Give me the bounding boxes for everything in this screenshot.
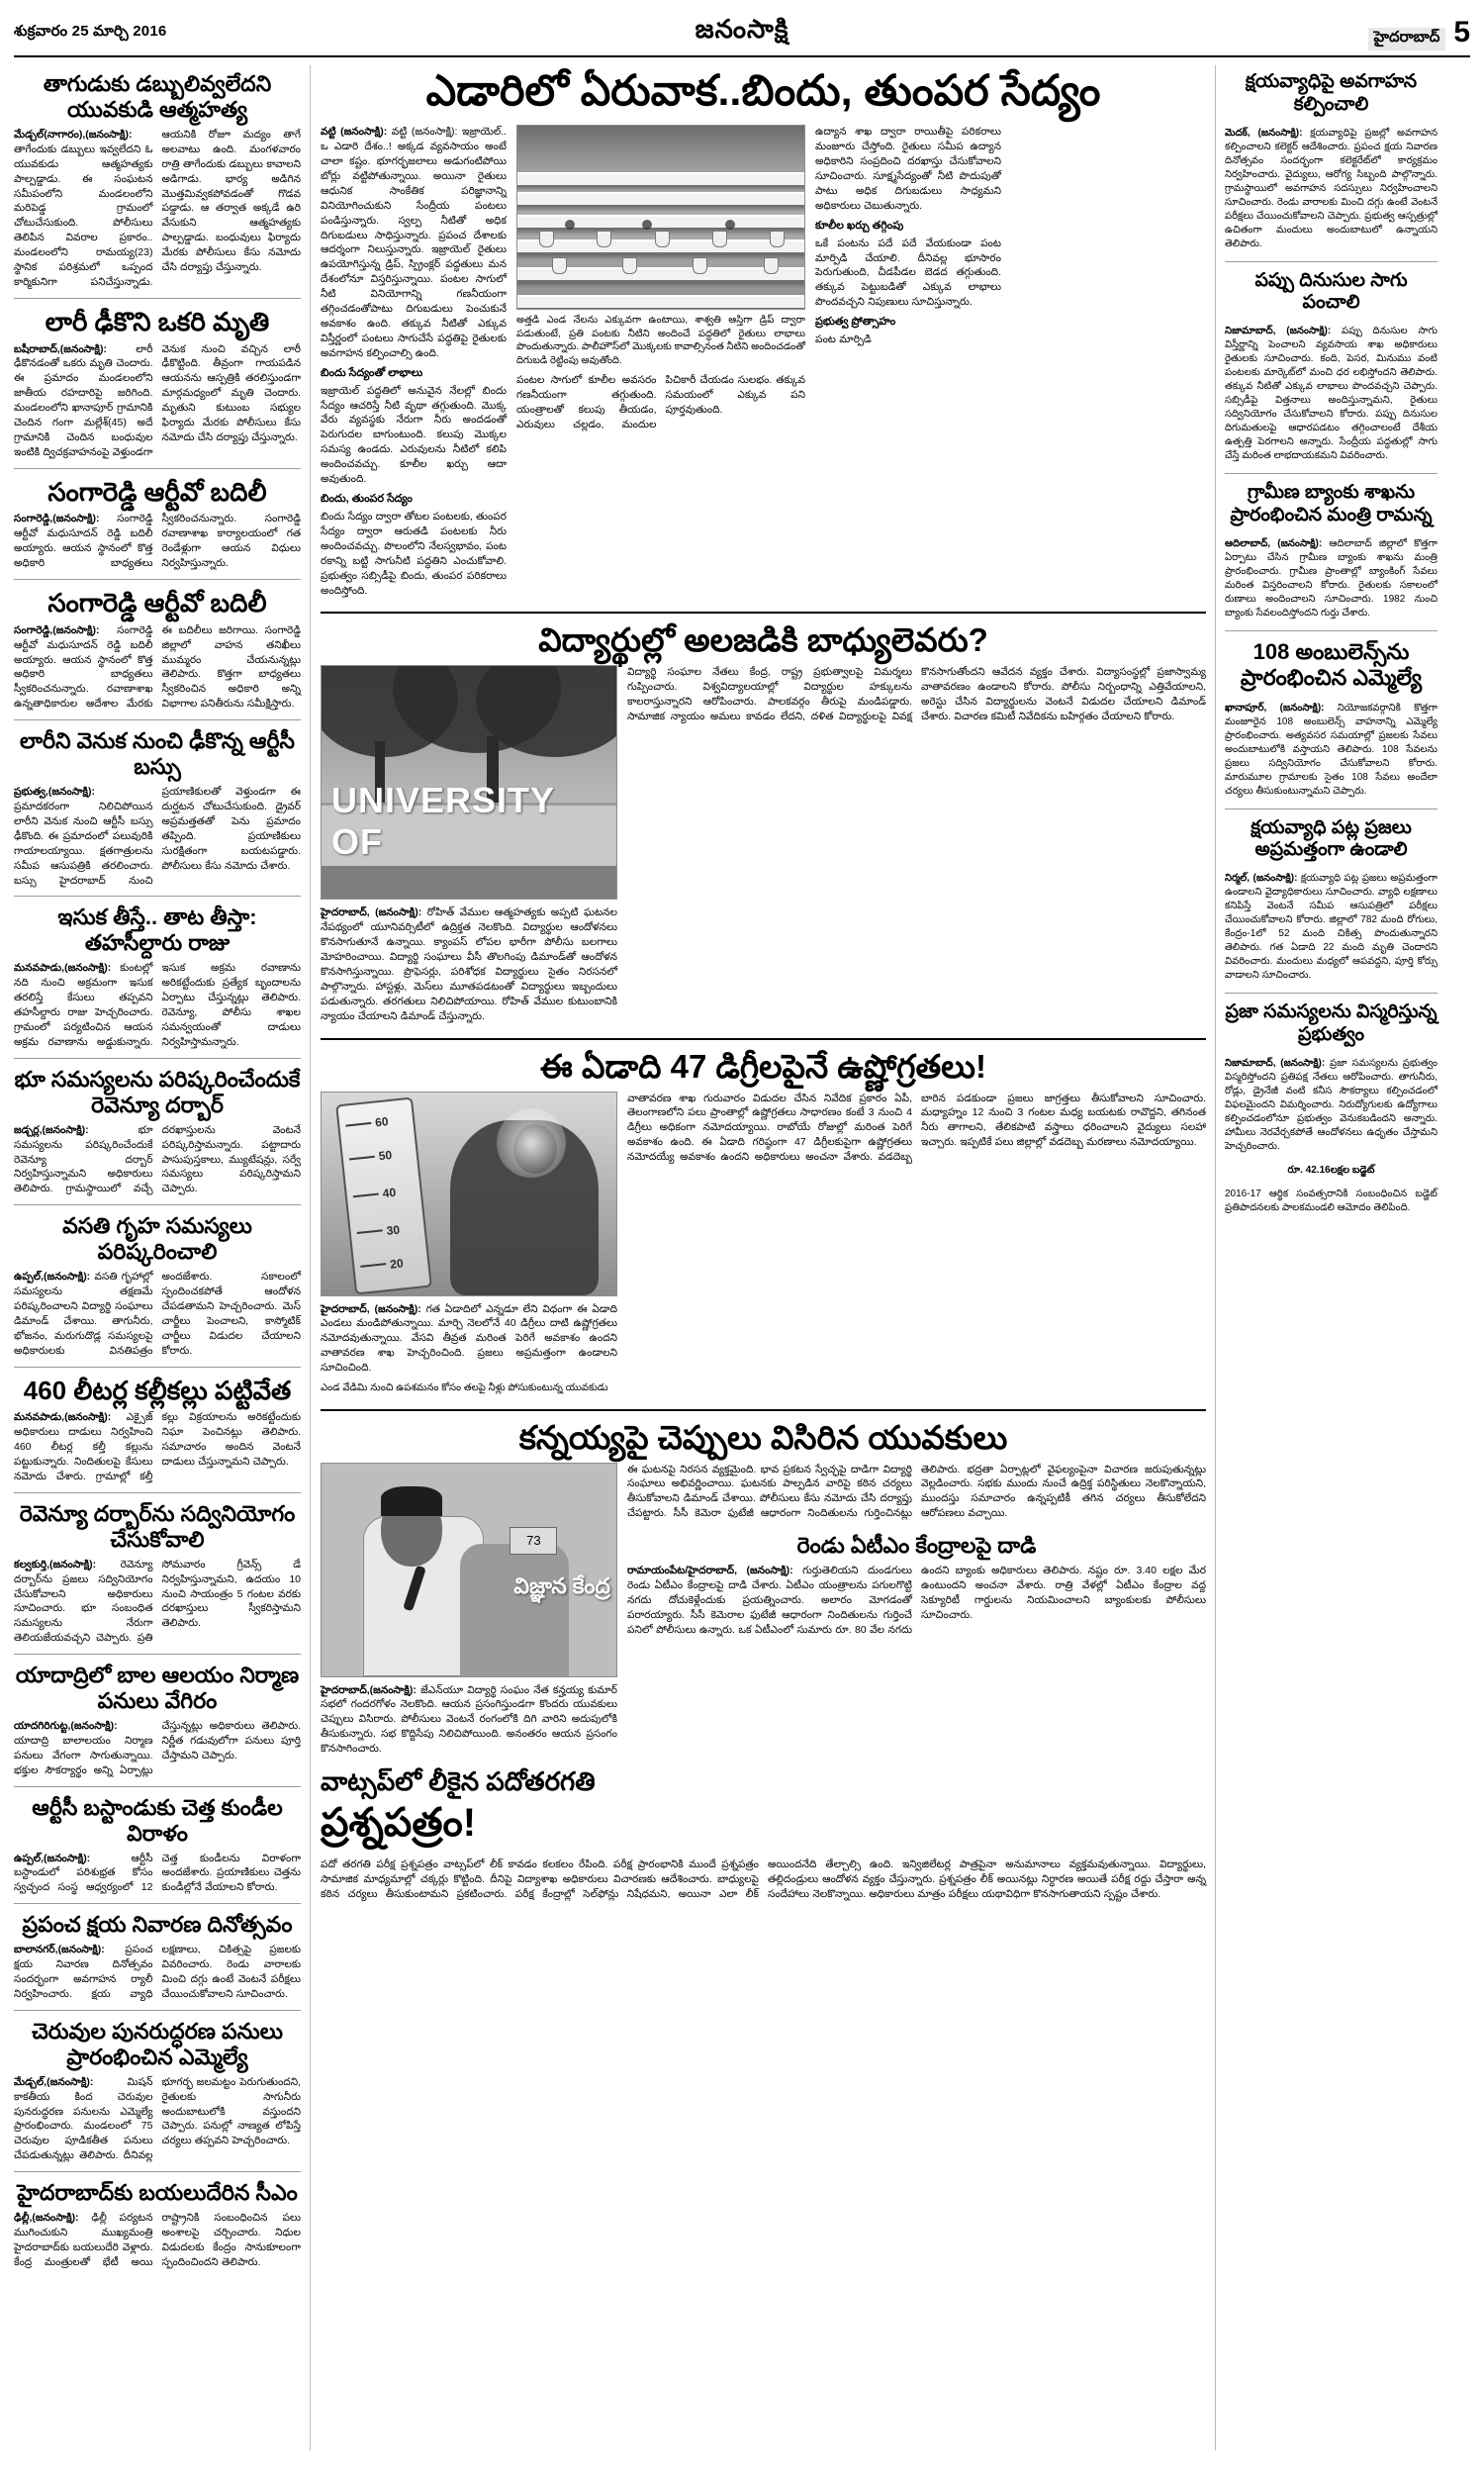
thermo-tick <box>360 1263 386 1268</box>
divider <box>1225 630 1438 631</box>
brief-headline: యాదాద్రిలో బాల ఆలయం నిర్మాణ పనులు వేగిరం <box>15 1663 300 1714</box>
brief-12 <box>14 1912 301 2002</box>
heat-body-right: వాతావరణ శాఖ గురువారం విడుదల చేసిన నివేదిక ప్రకారం ఏపీ, తెలంగాణలోని పలు ప్రాంతాల్లో ఉష్ణోగ్రతలు సాధారణం కంటే 3 నుంచి 4 డిగ్రీలు అధికంగా నమోదయ్యాయి. రాబోయే రోజుల్లో మరింత పెరిగే అవకాశం ఉంది. ఈ ఏడాది గరిష్ఠంగా 47 డిగ్రీలకుపైగా ఉష్ణోగ్రతలు నమోదయ్యే అవకాశం ఉందని అధికారులు అంచనా వేశారు. వడదెబ్బ బారిన పడకుండా ప్రజలు జాగ్రత్తలు తీసుకోవాలని సూచించారు. మధ్యాహ్నం 12 నుంచి 3 గంటల మధ్య బయటకు రావొద్దని, తగినంత నీరు తాగాలని, తేలికపాటి వస్త్రాలు ధరించాలని వైద్యులు సలహా ఇచ్చారు. ఇప్పటికే పలు జిల్లాల్లో వడదెబ్బ మరణాలు నమోదయ్యాయి. <box>627 1092 1206 1164</box>
brief-body <box>14 1410 301 1484</box>
heat-dateline: హైదరాబాద్, (జనంసాక్షి): <box>321 1302 421 1315</box>
brief-body <box>14 1123 301 1197</box>
right-brief-1 <box>1225 270 1438 464</box>
right-footer-text: 2016-17 ఆర్థిక సంవత్సరానికి సంబంధించిన బడ్జెట్ ప్రతిపాదనలకు పాలకమండలి ఆమోదం తెలిపింది. <box>1225 1188 1438 1213</box>
brief-body <box>14 128 301 290</box>
dateline: జడ్చర్ల, <box>14 1123 43 1136</box>
plant <box>565 220 575 230</box>
brief-headline: ఆర్టీసీ బస్టాండుకు చెత్త కుండీల విరాళం <box>32 1794 283 1846</box>
photo-youth-with-mic <box>321 1463 617 1677</box>
dateline: మనవపాడు, <box>14 1411 65 1424</box>
lead-paragraph-7: పంట మార్పిడి <box>815 333 872 346</box>
divider <box>14 1492 301 1493</box>
page-grid <box>14 65 1470 2450</box>
brief-text: లారీ ఢీకొనడంతో ఒకరు మృతి చెందారు. ఈ ప్రమాదం మండలంలోని జాతీయ రహదారిపై జరిగింది. మండలంలోని ఖానాపూర్ గ్రామానికి చెందిన గంగా మల్లేశ్(45) అదే గ్రామానికి చెందిన బంధువుల ఇంటికి ద్విచక్రవాహనంపై వెళ్తుండగా వెనుక నుంచి వచ్చిన లారీ ఢీకొట్టింది. తీవ్రంగా గాయపడిన ఆయనను ఆస్పత్రికి తరలిస్తుండగా మార్గమధ్యంలో మృతి చెందారు. మృతుని కుటుంబ సభ్యుల ఫిర్యాదు మేరకు పోలీసులు కేసు నమోదు చేసి దర్యాప్తు చేస్తున్నారు. <box>14 342 301 458</box>
plant-pot <box>693 257 707 274</box>
lead-subhead-3: కూలీల ఖర్చు తగ్గింపు <box>815 219 904 232</box>
thermo-tick <box>349 1155 375 1160</box>
brief-7 <box>14 1213 301 1358</box>
youth-body-right: ఈ ఘటనపై నిరసన వ్యక్తమైంది. భావ ప్రకటన స్వేచ్ఛపై దాడిగా విద్యార్థి సంఘాలు అభివర్ణించాయి. ఘటనకు పాల్పడిన వారిపై కఠిన చర్యలు తీసుకోవాలని డిమాండ్ చేశాయి. పోలీసులు కేసు నమోదు చేసి దర్యాప్తు చేపట్టారు. సీసీ కెమెరా ఫుటేజీ ఆధారంగా నిందితులను గుర్తించినట్లు తెలిపారు. భద్రతా ఏర్పాట్లలో వైఫల్యంపైనా విచారణ జరుపుతున్నట్లు వెల్లడించారు. సభకు ముందు నుంచే ఉద్రిక్త పరిస్థితులు నెలకొన్నాయని, ముందస్తు సమాచారం ఉన్నప్పటికీ తగిన చర్యలు తీసుకోలేదని ఆరోపణలు వచ్చాయి. <box>627 1463 1206 1520</box>
lead-dateline: వట్టి (జనంసాక్షి): <box>321 126 388 139</box>
dateline: మేడ్చల్(నాగారం), <box>14 128 86 141</box>
lead-paragraph-1 <box>321 125 507 361</box>
divider <box>14 1786 301 1787</box>
masthead-city: హైదరాబాద్ <box>1368 28 1446 50</box>
lead-story <box>321 67 1206 604</box>
right-footer-bold: రూ. 42.16లక్షల బడ్జెట్ <box>1287 1164 1375 1176</box>
whatsapp-body: పదో తరగతి పరీక్ష ప్రశ్నపత్రం వాట్సప్‌లో లీక్ కావడం కలకలం రేపింది. పరీక్ష ప్రారంభానికి ముందే ప్రశ్నపత్రం సామాజిక మాధ్యమాల్లో చక్కర్లు కొట్టింది. దీనిపై విద్యాశాఖ అధికారులు విచారణకు ఆదేశించారు. బాధ్యులపై కఠిన చర్యలు తీసుకుంటామని ప్రకటించారు. పరీక్ష కేంద్రాల్లో సెల్‌ఫోన్లు నిషేధమని, అయినా ఎలా లీక్ అయిందనేది తేల్చాల్సి ఉంది. ఇన్విజిలేటర్ల పాత్రపైనా అనుమానాలు వ్యక్తమవుతున్నాయి. విద్యార్థులు, తల్లిదండ్రులు ఆందోళన వ్యక్తం చేస్తున్నారు. ప్రశ్నపత్రం లీక్ అయినట్లు నిర్ధారణ అయితే పరీక్ష రద్దు చేస్తారా అన్న సందేహాలు నెలకొన్నాయి. అధికారులు మాత్రం పరీక్షలు యథావిధిగా కొనసాగుతాయని స్పష్టం చేశారు. <box>321 1857 1206 1900</box>
brief-body <box>14 1719 301 1778</box>
brief-body <box>14 1943 301 2002</box>
source: (జనంసాక్షి): <box>46 2075 94 2088</box>
divider <box>14 896 301 897</box>
brief-6 <box>14 1067 301 1196</box>
brief-text: కుంటల్లో నది నుంచి అక్రమంగా ఇసుక తరలిస్తే కేసులు తప్పవని తహసీల్దారు రాజు హెచ్చరించారు. గ్రామంలో పర్యటించిన ఆయన అక్రమ రవాణాను అడ్డుకున్నారు. ఇసుక అక్రమ రవాణాను అరికట్టేందుకు ప్రత్యేక బృందాలను ఏర్పాటు చేస్తున్నట్లు తెలిపారు. రెవెన్యూ, పోలీసు శాఖల సమన్వయంతో దాడులు నిర్వహిస్తామన్నారు. <box>14 962 301 1048</box>
dateline: మేడ్చల్, <box>14 2075 47 2088</box>
youth-left-text: జేఎన్‌యూ విద్యార్థి సంఘం నేత కన్హయ్య కుమార్ సభలో గందరగోళం నెలకొంది. ఆయన ప్రసంగిస్తుండగా కొందరు యువకులు చెప్పులు విసిరారు. పోలీసులు వెంటనే రంగంలోకి దిగి వారిని అదుపులోకి తీసుకున్నారు. సభ కొద్దిసేపు నిలిచిపోయింది. అనంతరం ఆయన ప్రసంగం కొనసాగించారు. <box>321 1683 617 1756</box>
brief-headline: ఇసుక తీస్తే.. తాట తీస్తా: తహసీల్దారు రాజు <box>57 904 257 956</box>
whatsapp-headline-line2: ప్రశ్నపత్రం! <box>321 1800 477 1845</box>
lead-p1-text: వట్టి (జనంసాక్షి): ఇజ్రాయెల్.. ఒ ఎడారి దేశం..! అక్కడ వ్యవసాయం అంటే చాలా కష్టం. భూగర్భజలాలు అడుగంటిపోయి బోర్లు వట్టిపోతున్నాయి. అయినా రైతులు ఆధునిక సాంకేతిక పరిజ్ఞానాన్ని వినియోగించుకుని సేంద్రీయ పంటలు పండిస్తున్నారు. స్వల్ప నీటితో అధిక దిగుబడులు సాధిస్తున్నారు. ప్రపంచ దేశాలకు ఆదర్శంగా నిలుస్తున్నారు. ఇజ్రాయెల్ రైతులు ఉపయోగిస్తున్న డ్రిప్, స్ప్రింక్లర్ పద్ధతులు మన దేశంలోనూ విస్తరిస్తున్నాయి. పంటల సాగులో నీటి వినియోగాన్ని గణనీయంగా తగ్గించడంతోపాటు దిగుబడులు పెంచుకునే అవకాశం ఉంది. తక్కువ నీటితో ఎక్కువ విస్తీర్ణంలో పంటలు సాగుచేసే పద్ధతిపై రైతులకు అవగాహన కల్పించాల్సి ఉంది. <box>321 126 507 359</box>
brief-text: రెవెన్యూ దర్బార్‌ను ప్రజలు సద్వినియోగం చేసుకోవాలని అధికారులు సూచించారు. భూ సంబంధిత సమస్యలను నేరుగా తెలియజేయవచ్చని చెప్పారు. ప్రతి సోమవారం గ్రీవెన్స్ డే నిర్వహిస్తున్నామని, ఉదయం 10 నుంచి సాయంత్రం 5 గంటల వరకు దరఖాస్తులు స్వీకరిస్తామని తెలిపారు. <box>14 1558 301 1645</box>
drip-row <box>516 215 805 230</box>
brief-headline: రెవెన్యూ దర్బార్‌ను సద్వినియోగం చేసుకోవాలి <box>19 1500 296 1552</box>
dateline: ఆదిలాబాద్, (జనంసాక్షి): <box>1225 537 1323 549</box>
right-body <box>1225 702 1438 799</box>
brief-11 <box>14 1795 301 1896</box>
speaker-hair <box>381 1486 442 1516</box>
right-text: పప్పు దినుసుల సాగు విస్తీర్ణాన్ని పెంచాలని వ్యవసాయ శాఖ అధికారులు రైతులకు సూచించారు. కంది, పెసర, మినుము వంటి పంటలకు మార్కెట్‌లో మంచి ధర లభిస్తోందని తెలిపారు. తక్కువ నీటితో ఎక్కువ లాభాలు పొందవచ్చని చెప్పారు. సబ్సిడీపై విత్తనాలు అందిస్తున్నామని, రైతులు సద్వినియోగం చేసుకోవాలని కోరారు. పప్పు దినుసుల దిగుమతులపై ఆధారపడటం తగ్గించాలంటే దేశీయ ఉత్పత్తి పెరగాలని అన్నారు. సేంద్రీయ పద్ధతుల్లో సాగు చేస్తే మరింత లాభదాయకమని వివరించారు. <box>1225 326 1438 462</box>
brief-text: మిషన్ కాకతీయ కింద చెరువుల పునరుద్ధరణ పనులను ఎమ్మెల్యే ప్రారంభించారు. మండలంలో 75 చెరువుల పూడికతీత పనులు చేపడుతున్నట్లు తెలిపారు. దీనివల్ల భూగర్భ జలమట్టం పెరుగుతుందని, రైతులకు సాగునీరు అందుబాటులోకి వస్తుందని చెప్పారు. పనుల్లో నాణ్యత లోపిస్తే చర్యలు తప్పవని హెచ్చరించారు. <box>14 2075 301 2162</box>
lead-paragraph-5: ఉద్యాన శాఖ ద్వారా రాయితీపై పరికరాలు మంజూరు చేస్తోంది. రైతులు సమీప ఉద్యాన అధికారిని సంప్రదించి దరఖాస్తు చేసుకోవాలని సూచించారు. సూక్ష్మసేద్యంతో నీటి పొదుపుతో పాటు అధిక దిగుబడులు సాధ్యమని అధికారులు చెబుతున్నారు. <box>815 126 1001 212</box>
atm-text: గుర్తుతెలియని దుండగులు రెండు ఏటీఎం కేంద్రాలపై దాడి చేశారు. ఏటీఎం యంత్రాలను పగులగొట్టి నగదు దోచుకెళ్లేందుకు ప్రయత్నించారు. అలారం మోగడంతో పరారయ్యారు. సీసీ కెమెరాల ఫుటేజీ ఆధారంగా నిందితులను గుర్తించే పనిలో పోలీసులు ఉన్నారు. ఒక ఏటీఎంలో సుమారు రూ. 80 వేల నగదు ఉందని బ్యాంకు అధికారులు తెలిపారు. నష్టం రూ. 3.40 లక్షల మేర ఉంటుందని అంచనా వేశారు. రాత్రి వేళల్లో ఏటీఎం కేంద్రాల వద్ద సెక్యూరిటీ గార్డులను నియమించాలని బ్యాంకులకు పోలీసులు సూచించారు. <box>627 1565 1206 1636</box>
source: (జనంసాక్షి): <box>64 962 112 975</box>
source: (జనంసాక్షి): <box>42 1123 89 1136</box>
brief-8 <box>14 1376 301 1484</box>
youth-text-right <box>627 1463 1206 1852</box>
photo-thermometer-heat <box>321 1092 617 1296</box>
brief-4 <box>14 728 301 888</box>
brief-text: భూ సమస్యలను పరిష్కరించేందుకే రెవెన్యూ దర్బార్ నిర్వహిస్తున్నామని అధికారులు తెలిపారు. గ్రామస్థాయిలో వచ్చే దరఖాస్తులను వెంటనే పరిష్కరిస్తామన్నారు. పట్టాదారు పాసుపుస్తకాలు, మ్యుటేషన్లు, సర్వే సమస్యలు పరిష్కరిస్తామని చెప్పారు. <box>14 1123 301 1195</box>
dateline: ఉప్పల్, <box>14 1852 45 1864</box>
main-content-area <box>321 65 1470 2450</box>
brief-0 <box>14 71 301 290</box>
divider <box>1225 261 1438 262</box>
right-brief-2 <box>1225 482 1438 620</box>
divider <box>14 1903 301 1904</box>
photo-university-gate <box>321 665 617 900</box>
dateline: ప్రభుత్వ, <box>14 786 48 799</box>
banner-text: విజ్ఞాన కేంద్ర <box>513 1573 611 1599</box>
story-youth <box>321 1419 1206 1902</box>
dateline: ఖానాపూర్, (జనంసాక్షి): <box>1225 702 1325 714</box>
students-left-text: రోహిత్ వేముల ఆత్మహత్యకు అప్పటి ఘటనల నేపథ్యంలో యూనివర్సిటీలో ఉద్రిక్తత నెలకొంది. విద్యార్థుల ఆందోళనలు కొనసాగుతూనే ఉన్నాయి. క్యాంపస్ లోపల భారీగా పోలీసు బలగాలు మోహరించాయి. విద్యార్థి సంఘాలు వీసీ తొలగింపు డిమాండ్‌తో ఆందోళన కొనసాగిస్తున్నాయి. ప్రొఫెసర్లు, పరిశోధక విద్యార్థులు సైతం నిరసనలో పాల్గొన్నారు. హాస్టళ్లు, మెస్‌లు మూతపడటంతో విద్యార్థులు ఇబ్బందులు పడుతున్నారు. తరగతులు నిలిచిపోయాయి. రోహిత్ వేముల కుటుంబానికి న్యాయం చేయాలని డిమాండ్ చేస్తున్నారు. <box>321 906 617 1022</box>
dateline: మెదక్, (జనంసాక్షి): <box>1225 127 1303 139</box>
dateline: సంగారెడ్డి, <box>14 513 53 525</box>
brief-body <box>14 512 301 571</box>
plant-pot <box>712 231 727 247</box>
lead-headline: ఎడారిలో ఏరువాక..బిందు, తుంపర సేద్యం <box>425 67 1101 115</box>
divider <box>14 1204 301 1205</box>
dateline: ఉప్పల్, <box>14 1271 45 1284</box>
lead-paragraph-4: పంటల సాగులో కూలీల అవసరం గణనీయంగా తగ్గుతుంది. యంత్రాలతో కలుపు తీయడం, ఎరువులు చల్లడం, మందుల పిచికారీ చేయడం సులభం. తక్కువ సమయంలో ఎక్కువ పని పూర్తవుతుంది. <box>516 374 805 430</box>
drip-row <box>516 172 805 187</box>
source: (జనంసాక్షి): <box>44 1271 91 1284</box>
right-headline: గ్రామీణ బ్యాంకు శాఖను ప్రారంభించిన మంత్రి రామన్న <box>1230 482 1433 525</box>
masthead <box>14 10 1470 57</box>
lead-subhead-2: బిందు, తుంపర సేద్యం <box>321 493 413 505</box>
university-sign-text: UNIVERSITY OF <box>331 780 555 863</box>
lead-photo-caption: అత్తడి ఎండ నేలను ఎక్కువగా ఉంటాయి, శాశ్వతి ఆస్తిగా డ్రిప్ ద్వారా పడుతుంటే, ప్రతి పంటకు నీటిని అందించే పద్ధతిలో రైతులు లాభాలు పొందుతున్నారు. పాలీహౌస్‌లో మొక్కలకు కావాల్సినంత నీటిని అందించడంతో దిగుబడి రెట్టింపు అవుతోంది. <box>516 315 805 366</box>
atm-headline: రెండు ఏటీఎం కేంద్రాలపై దాడి <box>796 1533 1037 1559</box>
lead-paragraph-2: ఇజ్రాయెల్ పద్ధతిలో అనువైన నేలల్లో బిందు సేద్యం ఆచరిస్తే నీటి వృథా తగ్గుతుంది. మొక్క వేరు వ్యవస్థకు నేరుగా నీరు అందడంతో పెరుగుదల బాగుంటుంది. కలుపు మొక్కల సమస్య ఉండదు. ఎరువులను నీటిలో కలిపి అందించవచ్చు. కూలీల ఖర్చు ఆదా అవుతుంది. <box>321 384 507 486</box>
brief-text: ప్రపంచ క్షయ నివారణ దినోత్సవం సందర్భంగా అవగాహన ర్యాలీ నిర్వహించారు. క్షయ వ్యాధి లక్షణాలు, చికిత్సపై ప్రజలకు వివరించారు. రెండు వారాలకు మించి దగ్గు ఉంటే వెంటనే పరీక్షలు చేయించుకోవాలని సూచించారు. <box>14 1944 301 2000</box>
column-left-briefs <box>14 65 311 2450</box>
dateline: నిజామాబాద్, (జనంసాక్షి): <box>1225 1057 1326 1069</box>
heat-text-right <box>627 1092 1206 1401</box>
brief-headline: 460 లీటర్ల కల్లీకల్లు పట్టివేత <box>23 1375 292 1405</box>
source: (జనంసాక్షి): <box>32 2212 79 2225</box>
masthead-logo: జనంసాక్షి <box>695 14 789 44</box>
divider <box>14 2010 301 2011</box>
story-heat <box>321 1048 1206 1401</box>
thermo-tick <box>357 1229 383 1234</box>
students-dateline: హైదరాబాద్, (జనంసాక్షి): <box>321 906 422 919</box>
students-body-right: విద్యార్థి సంఘాల నేతలు కేంద్ర, రాష్ట్ర ప్రభుత్వాలపై విమర్శలు గుప్పించారు. విశ్వవిద్యాలయాల్లో విద్యార్థుల హక్కులను కాలరాస్తున్నారని ఆరోపించారు. పాలకవర్గం తీరుపై మండిపడ్డారు. సామాజిక న్యాయం అమలు కావడం లేదని, దళిత విద్యార్థులపై వివక్ష కొనసాగుతోందని ఆవేదన వ్యక్తం చేశారు. విద్యాసంస్థల్లో ప్రజాస్వామ్య వాతావరణం ఉండాలని కోరారు. పోలీసు నిర్బంధాన్ని ఎత్తివేయాలని, అరెస్టు చేసిన విద్యార్థులను వెంటనే విడుదల చేయాలని డిమాండ్ చేశారు. విచారణ కమిటీ నివేదికను బహిర్గతం చేయాలని కోరారు. <box>627 666 1206 723</box>
dateline: మనవపాడు, <box>14 962 65 975</box>
brief-text: యాదాద్రి బాలాలయం నిర్మాణ పనులు వేగంగా సాగుతున్నాయి. భక్తుల సౌకర్యార్థం అన్ని ఏర్పాట్లు చేస్తున్నట్లు అధికారులు తెలిపారు. నిర్ణీత గడువులోగా పనులు పూర్తి చేస్తామని చెప్పారు. <box>14 1720 301 1776</box>
right-brief-0 <box>1225 71 1438 251</box>
right-text: ఆదిలాబాద్ జిల్లాలో కొత్తగా ఏర్పాటు చేసిన గ్రామీణ బ్యాంకు శాఖను మంత్రి ప్రారంభించారు. గ్రామీణ ప్రాంతాల్లో బ్యాంకింగ్ సేవలు మరింత విస్తరించాలని కోరారు. రైతులకు సకాలంలో రుణాలు అందించాలని సూచించారు. 1982 నుంచి బ్యాంకు సేవలందిస్తోందని గుర్తు చేశారు. <box>1225 537 1438 618</box>
background-figure <box>460 1544 569 1675</box>
brief-text: ఆర్టీసీ బస్టాండులో పరిశుభ్రత కోసం స్వచ్ఛంద సంస్థ ఆధ్వర్యంలో 12 చెత్త కుండీలను విరాళంగా అందజేశారు. ప్రయాణికులు చెత్తను కుండీల్లోనే వేయాలని కోరారు. <box>14 1852 301 1894</box>
right-body <box>1225 325 1438 463</box>
source: (జనంసాక్షి): <box>70 1720 118 1733</box>
water-splash <box>497 1108 566 1178</box>
dateline: సంగారెడ్డి, <box>14 623 53 636</box>
students-text-right <box>627 665 1206 1029</box>
dateline: నిర్మల్, (జనంసాక్షి): <box>1225 873 1298 885</box>
brief-text: సంగారెడ్డి ఆర్టీవో మధుసూదన్ రెడ్డి బదిలీ అయ్యారు. ఆయన స్థానంలో కొత్త అధికారి బాధ్యతలు స్వీకరించనున్నారు. రవాణాశాఖ ఉన్నతాధికారుల ఆదేశాల మేరకు ఈ బదిలీలు జరిగాయి. సంగారెడ్డి జిల్లాలో వాహన తనిఖీలు ముమ్మరం చేయనున్నట్లు తెలిపారు. కొత్తగా బాధ్యతలు స్వీకరించిన అధికారి అన్ని విభాగాల పనితీరును సమీక్షిస్తారు. <box>14 623 301 711</box>
lead-center <box>516 125 805 604</box>
lead-text-left <box>321 125 507 604</box>
divider <box>1225 473 1438 474</box>
brief-body <box>14 623 301 712</box>
brief-body <box>14 1558 301 1646</box>
brief-text: సంగారెడ్డి ఆర్టీవో మధుసూదన్ రెడ్డి బదిలీ అయ్యారు. ఆయన స్థానంలో కొత్త అధికారి బాధ్యతలు స్వీకరించనున్నారు. సంగారెడ్డి రవాణాశాఖ కార్యాలయంలో గత రెండేళ్లుగా ఆయన విధులు నిర్వహిస్తున్నారు. <box>14 513 301 570</box>
divider <box>14 719 301 720</box>
right-text: క్షయవ్యాధి పట్ల ప్రజలు అప్రమత్తంగా ఉండాలని వైద్యాధికారులు సూచించారు. వ్యాధి లక్షణాలు కనిపిస్తే వెంటనే సమీప ఆసుపత్రిలో పరీక్షలు చేయించుకోవాలని కోరారు. జిల్లాలో 782 మంది రోగులు, కేంద్రం-1లో 52 మంది చికిత్స పొందుతున్నారని తెలిపారు. గత ఏడాది 22 మంది మృతి చెందారని వివరించారు. మందులు మధ్యలో ఆపవద్దని, పూర్తి కోర్సు వాడాలని సూచించారు. <box>1225 873 1438 982</box>
brief-headline: హైదరాబాద్‌కు బయలుదేరిన సీఎం <box>17 2180 298 2206</box>
youth-dateline: హైదరాబాద్,(జనంసాక్షి): <box>321 1683 417 1696</box>
brief-body <box>14 342 301 460</box>
right-text: ప్రజా సమస్యలను ప్రభుత్వం విస్మరిస్తోందని ప్రతిపక్ష నేతలు ఆరోపించారు. తాగునీరు, రోడ్లు, డ్రైనేజీ వంటి కనీస సౌకర్యాలు కల్పించడంలో విఫలమైందని విమర్శించారు. నిరుద్యోగులకు ఉద్యోగాలు కల్పించడంలోనూ ప్రభుత్వం వెనుకబడిందని అన్నారు. హామీలు నెరవేర్చకపోతే ఆందోళనలు ఉధృతం చేస్తామని హెచ్చరించారు. <box>1225 1057 1438 1152</box>
right-brief-3 <box>1225 639 1438 799</box>
story-students <box>321 621 1206 1029</box>
source: (జనంసాక్షి): <box>47 786 95 799</box>
atm-dateline: రామాయంపేట/హైదరాబాద్, (జనంసాక్షి): <box>627 1565 793 1577</box>
youth-body-left <box>321 1683 617 1758</box>
heat-headline: ఈ ఏడాది 47 డిగ్రీలపైనే ఉష్ణోగ్రతలు! <box>540 1047 986 1085</box>
drip-row <box>516 295 805 310</box>
thermo-label: 40 <box>381 1185 397 1200</box>
source: (జనంసాక్షి): <box>64 1411 112 1424</box>
brief-text: ఎక్సైజ్ అధికారులు దాడులు నిర్వహించి 460 లీటర్ల కల్తీ కల్లును పట్టుకున్నారు. నిందితులపై కేసులు నమోదు చేశారు. గ్రామాల్లో కల్తీ కల్లు విక్రయాలను అరికట్టేందుకు నిఘా పెంచినట్లు తెలిపారు. సమాచారం అందిన వెంటనే దాడులు చేస్తున్నామని చెప్పారు. <box>14 1411 301 1482</box>
brief-text: ప్రమాదకరంగా నిలిచిపోయిన లారీని వెనుక నుంచి ఆర్టీసీ బస్సు ఢీకొంది. ఈ ప్రమాదంలో పలువురికి గాయాలయ్యాయి. క్షతగాత్రులను సమీప ఆసుపత్రికి తరలించారు. బస్సు హైదరాబాద్ నుంచి ప్రయాణికులతో వెళ్తుండగా ఈ దుర్ఘటన చోటుచేసుకుంది. డ్రైవర్ అప్రమత్తతతో పెను ప్రమాదం తప్పింది. ప్రయాణికులు సురక్షితంగా బయటపడ్డారు. పోలీసులు కేసు నమోదు చేశారు. <box>14 786 301 887</box>
atm-body <box>627 1564 1206 1638</box>
brief-body <box>14 961 301 1049</box>
brief-headline: సంగారెడ్డి ఆర్టీవో బదిలీ <box>47 476 267 507</box>
drip-row <box>516 192 805 207</box>
masthead-right <box>1368 16 1471 50</box>
source: (జనంసాక్షి): <box>57 1944 105 1956</box>
brief-body <box>14 2075 301 2163</box>
brief-10 <box>14 1663 301 1778</box>
thermo-tick <box>345 1122 371 1127</box>
heat-body-left <box>321 1302 617 1377</box>
divider-thick <box>321 612 1206 614</box>
brief-text: ఢిల్లీ పర్యటన ముగించుకుని ముఖ్యమంత్రి హైదరాబాద్‌కు బయలుదేరి వెళ్లారు. కేంద్ర మంత్రులతో భేటీ అయి రాష్ట్రానికి సంబంధించిన పలు అంశాలపై చర్చించారు. నిధుల విడుదలకు కేంద్రం సానుకూలంగా స్పందించిందని తెలిపారు. <box>14 2212 301 2268</box>
plant-pot <box>597 231 611 247</box>
photo-rows <box>516 170 805 310</box>
heat-left-text: గత ఏడాదిలో ఎన్నడూ లేని విధంగా ఈ ఏడాది ఎండలు మండిపోతున్నాయి. మార్చి నెలలోనే 40 డిగ్రీలు దాటి ఉష్ణోగ్రతలు నమోదవుతున్నాయి. వేసవి తీవ్రత మరింత పెరిగే అవకాశం ఉందని వాతావరణ శాఖ హెచ్చరించింది. ప్రజలు అప్రమత్తంగా ఉండాలని సూచించింది. <box>321 1302 617 1375</box>
divider <box>14 1367 301 1368</box>
brief-1 <box>14 307 301 460</box>
divider <box>14 1654 301 1655</box>
thermo-label: 50 <box>377 1147 393 1164</box>
lead-text-right <box>815 125 1001 604</box>
brief-14 <box>14 2180 301 2270</box>
brief-headline: చెరువుల పునరుద్ధరణ పనులు ప్రారంభించిన ఎమ్మెల్యే <box>32 2018 283 2069</box>
brief-headline: లారీ ఢీకొని ఒకరి మృతి <box>45 306 270 336</box>
brief-headline: వసతి గృహ సమస్యలు పరిష్కరించాలి <box>62 1213 252 1265</box>
lead-paragraph-6: ఒకే పంటను పదే పదే వేయకుండా పంట మార్పిడి చేయాలి. దీనివల్ల భూసారం పెరుగుతుంది, చీడపీడల బెడద తగ్గుతుంది. తక్కువ పెట్టుబడితో ఎక్కువ లాభాలు పొందవచ్చని నిపుణులు సూచిస్తున్నారు. <box>815 237 1001 309</box>
divider <box>14 298 301 299</box>
lead-subhead-1: బిందు సేద్యంతో లాభాలు <box>321 366 423 379</box>
dateline: బషీరాబాద్, <box>14 342 60 355</box>
right-text: నియోజకవర్గానికి కొత్తగా మంజూరైన 108 అంబులెన్స్ వాహనాన్ని ఎమ్మెల్యే ప్రారంభించారు. అత్యవసర సమయాల్లో ప్రజలకు సేవలు అందుబాటులోకి వస్తాయని తెలిపారు. 108 సేవలను ప్రజలు సద్వినియోగం చేసుకోవాలని కోరారు. మారుమూల గ్రామాలకు సైతం 108 సేవలు అందేలా చర్యలు తీసుకుంటున్నామని చెప్పారు. <box>1225 702 1438 797</box>
lead-paragraph-3: బిందు సేద్యం ద్వారా తోటల పంటలకు, తుంపర సేద్యం ద్వారా ఆరుతడి పంటలకు నీరు అందించవచ్చు. పొలంలోని నేలస్వభావం, పంట రకాన్ని బట్టి సాగునీటి పద్ధతిని ఎంచుకోవాలి. ప్రభుత్వం సబ్సిడీపై బిందు, తుంపర పరికరాలు అందిస్తోంది. <box>321 511 507 597</box>
plant <box>642 220 652 230</box>
right-body <box>1225 127 1438 251</box>
right-body <box>1225 537 1438 620</box>
right-headline: ప్రజా సమస్యలను విస్మరిస్తున్న ప్రభుత్వం <box>1225 1001 1438 1045</box>
brief-9 <box>14 1501 301 1646</box>
brief-13 <box>14 2019 301 2163</box>
center-block <box>321 65 1206 2450</box>
source: (జనంసాక్షి): <box>44 1852 91 1864</box>
right-brief-5 <box>1225 1001 1438 1215</box>
heat-photo-caption: ఎండ వేడిమి నుంచి ఉపశమనం కోసం తలపై నీళ్లు పోసుకుంటున్న యువకుడు <box>321 1382 608 1394</box>
right-headline: 108 అంబులెన్స్‌ను ప్రారంభించిన ఎమ్మెల్యే <box>1240 638 1423 691</box>
thermo-label: 20 <box>389 1255 405 1271</box>
dateline: కల్వకుర్తి, <box>14 1558 49 1570</box>
plant-pot <box>622 257 637 274</box>
masthead-page-number: 5 <box>1453 15 1470 48</box>
thermometer <box>335 1096 432 1294</box>
dateline: నిజామాబాద్, (జనంసాక్షి): <box>1225 326 1332 337</box>
students-body-left <box>321 905 617 1023</box>
whatsapp-headline-line1: వాట్సప్‌లో లీకైన పదోతరగతి <box>321 1766 596 1797</box>
thermo-label: 60 <box>374 1114 390 1130</box>
brief-headline: సంగారెడ్డి ఆర్టీవో బదిలీ <box>47 588 267 618</box>
brief-body <box>14 1852 301 1896</box>
brief-text: తాగేందుకు డబ్బులు ఇవ్వలేదని ఓ యువకుడు ఆత్మహత్యకు పాల్పడ్డాడు. ఈ సంఘటన సమీపంలోని మండలంలోని మరిపెడ్డ గ్రామంలో చోటుచేసుకుంది. పోలీసులు తెలిపిన వివరాల ప్రకారం.. మండలంలోని రామయ్య(23) స్థానిక పరిశ్రమలో ఒప్పంద కార్మికునిగా పనిచేస్తున్నాడు. ఆయనికి రోజూ మద్యం తాగే అలవాటు ఉంది. మంగళవారం రాత్రి తాగేందుకు డబ్బులు కావాలని అడిగాడు. భార్య అడిగిన మొత్తమివ్వకపోవడంతో గొడవ పడ్డాడు. ఆ తర్వాత అక్కడే ఉరి వేసుకుని ఆత్మహత్యకు పాల్పడ్డాడు. బంధువులు ఫిర్యాదు మేరకు పోలీసులు కేసు నమోదు చేసి దర్యాప్తు చేస్తున్నారు. <box>14 128 301 288</box>
right-headline: క్షయవ్యాధి పట్ల ప్రజలు అప్రమత్తంగా ఉండాలి <box>1251 816 1412 861</box>
brief-3 <box>14 588 301 712</box>
students-headline: విద్యార్థుల్లో అలజడికి బాధ్యులెవరు? <box>538 621 988 659</box>
source: (జనంసాక్షి): <box>52 513 100 525</box>
column-right-briefs <box>1215 65 1438 2450</box>
brief-text: వసతి గృహాల్లో సమస్యలను తక్షణమే పరిష్కరించాలని విద్యార్థి సంఘాలు డిమాండ్ చేశాయి. తాగునీరు, భోజనం, మరుగుదొడ్ల సమస్యలపై అధికారులకు వినతిపత్రం అందజేశారు. సకాలంలో స్పందించకపోతే ఆందోళన చేపడతామని హెచ్చరించారు. మెస్ చార్జీలు పెంచాలని, కాస్మోటిక్ చార్జీలు విడుదల చేయాలని కోరారు. <box>14 1271 301 1357</box>
right-headline: క్షయవ్యాధిపై అవగాహన కల్పించాలి <box>1245 71 1418 115</box>
right-body <box>1225 1057 1438 1154</box>
lead-subhead-4: ప్రభుత్వ ప్రోత్సాహం <box>815 316 896 329</box>
number-plate: 73 <box>510 1527 557 1555</box>
right-brief-4 <box>1225 817 1438 984</box>
thermo-label: 30 <box>385 1221 401 1238</box>
plant-pot <box>539 231 554 247</box>
brief-headline: భూ సమస్యలను పరిష్కరించేందుకే రెవెన్యూ దర్బార్ <box>14 1066 301 1117</box>
dateline: బాలానగర్, <box>14 1944 58 1956</box>
divider-thick <box>321 1038 1206 1040</box>
brief-headline: ప్రపంచ క్షయ నివారణ దినోత్సవం <box>22 1912 293 1938</box>
plant-pot <box>764 257 779 274</box>
photo-ground <box>322 866 616 899</box>
plant-pot <box>552 257 567 274</box>
dateline: యాదగిరిగుట్ట, <box>14 1720 71 1733</box>
brief-headline: తాగుడుకు డబ్బులివ్వలేదని యువకుడి ఆత్మహత్య <box>43 71 272 122</box>
divider <box>14 468 301 469</box>
youth-headline: కన్నయ్యపై చెప్పులు విసిరిన యువకులు <box>518 1418 1008 1456</box>
masthead-date: శుక్రవారం 25 మార్చి 2016 <box>14 22 167 40</box>
divider <box>14 579 301 580</box>
lead-body-wrap <box>321 125 1206 604</box>
brief-2 <box>14 477 301 571</box>
brief-body <box>14 785 301 888</box>
dateline: ఢిల్లీ, <box>14 2212 33 2225</box>
youth-photo-block <box>321 1463 617 1852</box>
brief-body <box>14 2211 301 2270</box>
divider-thick <box>321 1409 1206 1411</box>
lead-photo-polyhouse <box>516 125 805 310</box>
source: (జనంసాక్షి): <box>59 342 107 355</box>
plant-pot <box>655 231 670 247</box>
source: (జనంసాక్షి): <box>52 623 100 636</box>
right-text: క్షయవ్యాధిపై ప్రజల్లో అవగాహన కల్పించాలని కలెక్టర్ ఆదేశించారు. ప్రపంచ క్షయ నివారణ దినోత్సవం సందర్భంగా కలెక్టరేట్‌లో కార్యక్రమం నిర్వహించారు. వైద్యులు, ఆరోగ్య సిబ్బంది పాల్గొన్నారు. గ్రామస్థాయిలో అవగాహన సదస్సులు నిర్వహించాలని సూచించారు. రెండు వారాలకు మించి దగ్గు ఉంటే వెంటనే పరీక్షలు చేయించుకోవాలని చెప్పారు. ప్రభుత్వ ఆస్పత్రుల్లో ఉచితంగా మందులు అందుబాటులో ఉన్నాయని తెలిపారు. <box>1225 127 1438 249</box>
students-photo-block <box>321 665 617 1029</box>
brief-headline: లారీని వెనుక నుంచి ఢీకొన్న ఆర్టీసీ బస్సు <box>20 728 295 780</box>
right-headline: పప్పు దినుసుల సాగు పంచాలి <box>1254 269 1408 314</box>
divider <box>1225 993 1438 994</box>
source: (జనంసాక్షి): <box>85 128 133 141</box>
divider <box>14 1058 301 1059</box>
brief-5 <box>14 904 301 1049</box>
divider <box>14 2171 301 2172</box>
brief-body <box>14 1270 301 1358</box>
plant-pot <box>770 231 785 247</box>
right-body <box>1225 872 1438 983</box>
source: (జనంసాక్షి): <box>49 1558 97 1570</box>
heat-photo-block <box>321 1092 617 1401</box>
thermo-tick <box>353 1192 379 1197</box>
